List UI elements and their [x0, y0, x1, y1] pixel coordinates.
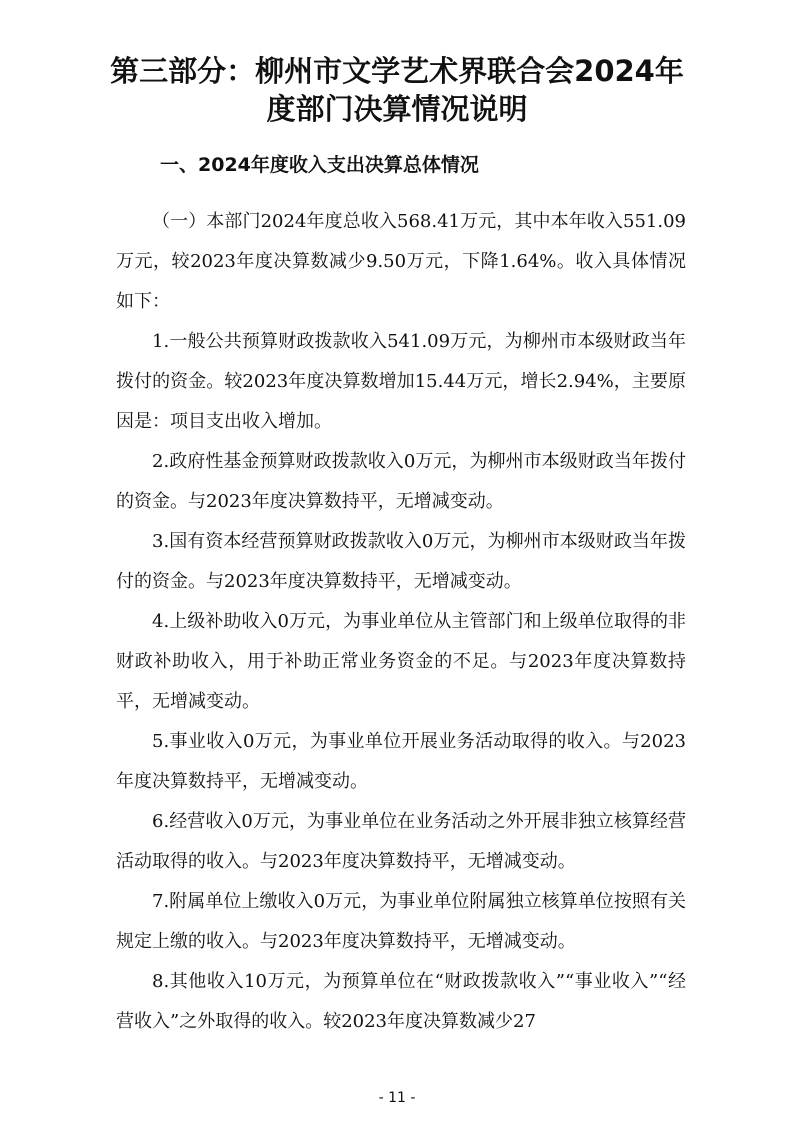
paragraph-other-income: 8.其他收入10万元，为预算单位在“财政拨款收入”“事业收入”“经营收入”之外取得的收入。较2023年度决算数减少27: [116, 971, 686, 1032]
paragraph-total-income: （一）本部门2024年度总收入568.41万元，其中本年收入551.09万元，较2023年度决算数减少9.50万元，下降1.64%。收入具体情况如下：: [116, 211, 686, 312]
section-heading: 一、2024年度收入支出决算总体情况: [160, 154, 479, 176]
body-text: [116, 202, 686, 1042]
page-number: - 11 -: [378, 1090, 416, 1106]
paragraph-general-budget: 1.一般公共预算财政拨款收入541.09万元，为柳州市本级财政当年拨付的资金。较2023年度决算数增加15.44万元，增长2.94%，主要原因是：项目支出收入增加。: [116, 331, 686, 432]
paragraph-affiliated-unit: 7.附属单位上缴收入0万元，为事业单位附属独立核算单位按照有关规定上缴的收入。与2023年度决算数持平，无增减变动。: [116, 891, 686, 952]
paragraph-superior-subsidy: 4.上级补助收入0万元，为事业单位从主管部门和上级单位取得的非财政补助收入，用于补助正常业务资金的不足。与2023年度决算数持平，无增减变动。: [116, 611, 686, 712]
paragraph-state-capital: 3.国有资本经营预算财政拨款收入0万元，为柳州市本级财政当年拨付的资金。与2023年度决算数持平，无增减变动。: [116, 531, 686, 592]
paragraph-operating-income: 6.经营收入0万元，为事业单位在业务活动之外开展非独立核算经营活动取得的收入。与2023年度决算数持平，无增减变动。: [116, 811, 686, 872]
paragraph-business-income: 5.事业收入0万元，为事业单位开展业务活动取得的收入。与2023年度决算数持平，无增减变动。: [116, 731, 686, 792]
page-title: 第三部分：柳州市文学艺术界联合会2024年度部门决算情况说明: [110, 54, 684, 126]
paragraph-government-fund: 2.政府性基金预算财政拨款收入0万元，为柳州市本级财政当年拨付的资金。与2023年度决算数持平，无增减变动。: [116, 451, 686, 512]
